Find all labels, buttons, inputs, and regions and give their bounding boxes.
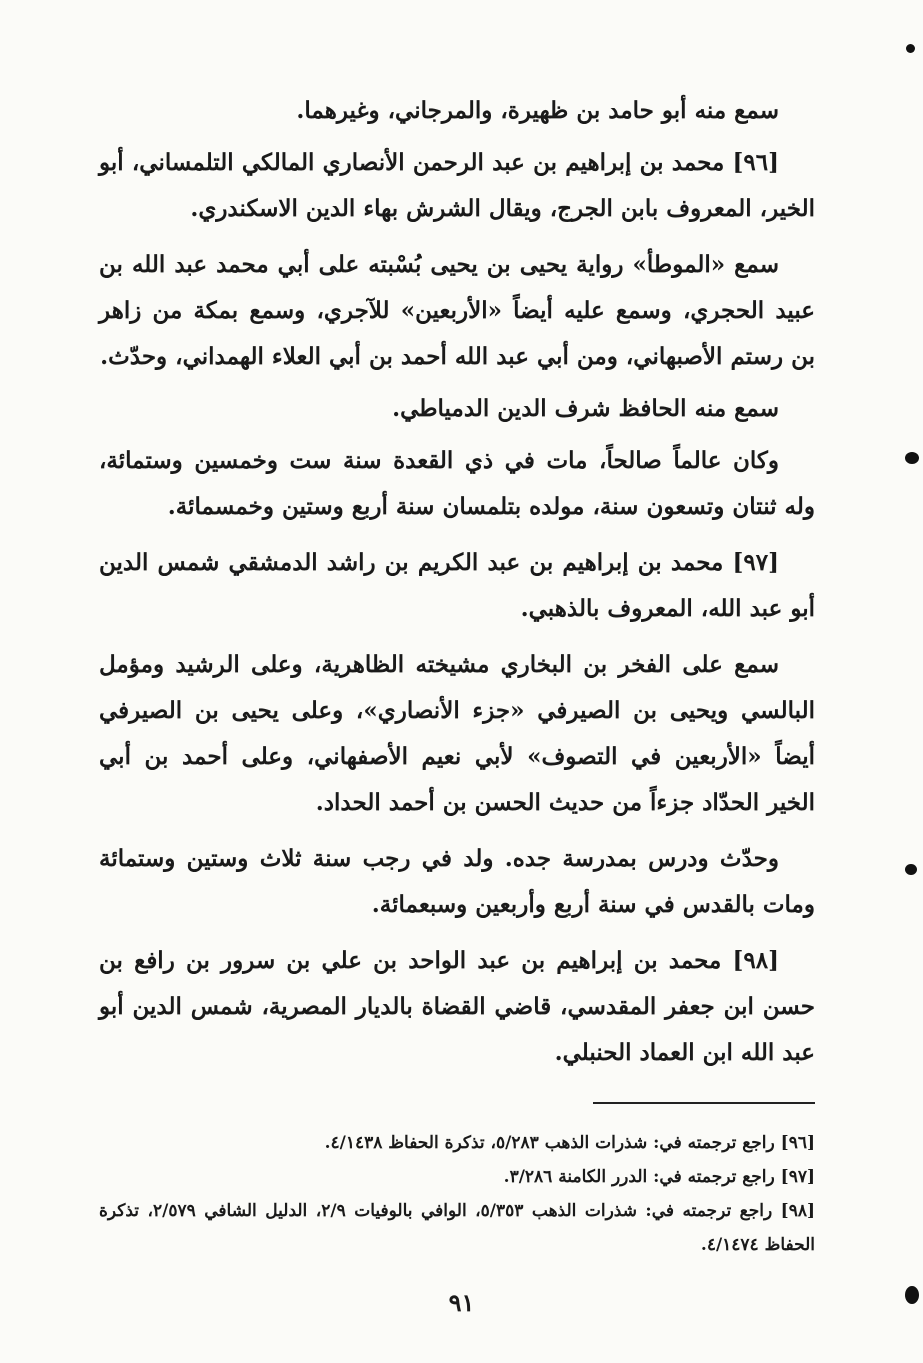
entry-96-heading: [٩٦] محمد بن إبراهيم بن عبد الرحمن الأنصاري المالكي التلمساني، أبو الخير، المعروف بابن الجرج، ويقال الشرش بهاء الدين الاسكندري. — [99, 149, 815, 222]
paragraph-3: سمع «الموطأ» رواية يحيى بن يحيى بُسْبته على أبي محمد عبد الله بن عبيد الحجري، وسمع عليه أيضاً «الأربعين» للآجري، وسمع بمكة من زاهر بن رستم الأصبهاني، ومن أبي عبد الله أحمد بن أبي العلاء الهمداني، وحدّث. — [99, 251, 815, 370]
footnotes — [99, 1126, 815, 1262]
scan-speck — [906, 44, 915, 53]
footnote-96: [٩٦] راجع ترجمته في: شذرات الذهب ٥/٢٨٣، تذكرة الحفاظ ٤/١٤٣٨. — [324, 1133, 815, 1153]
scan-speck — [905, 864, 917, 875]
entry-97-heading: [٩٧] محمد بن إبراهيم بن عبد الكريم بن راشد الدمشقي شمس الدين أبو عبد الله، المعروف بالذهبي. — [99, 549, 815, 622]
paragraph-7: سمع على الفخر بن البخاري مشيخته الظاهرية، وعلى الرشيد ومؤمل البالسي ويحيى بن الصيرفي «جزء الأنصاري»، وعلى يحيى بن الصيرفي أيضاً «الأربعين في التصوف» لأبي نعيم الأصفهاني، وعلى أحمد بن أبي الخير الحدّاد جزءاً من حديث الحسن بن أحمد الحداد. — [99, 651, 815, 816]
footnote-97: [٩٧] راجع ترجمته في: الدرر الكامنة ٣/٢٨٦. — [503, 1167, 815, 1187]
paragraph-8: وحدّث ودرس بمدرسة جده. ولد في رجب سنة ثلاث وستين وستمائة ومات بالقدس في سنة أربع وأربعين وسبعمائة. — [99, 845, 815, 918]
footnote-98: [٩٨] راجع ترجمته في: شذرات الذهب ٥/٣٥٣، الوافي بالوفيات ٢/٩، الدليل الشافي ٢/٥٧٩، تذكرة الحفاظ ٤/١٤٧٤. — [99, 1201, 815, 1255]
scan-speck — [905, 1286, 919, 1304]
main-text — [99, 88, 815, 1086]
paragraph-4: سمع منه الحافظ شرف الدين الدمياطي. — [392, 395, 779, 422]
page-number: ٩١ — [448, 1288, 475, 1317]
paragraph-1: سمع منه أبو حامد بن ظهيرة، والمرجاني، وغيرهما. — [296, 97, 779, 124]
footnote-divider — [593, 1102, 815, 1104]
entry-98-heading: [٩٨] محمد بن إبراهيم بن عبد الواحد بن علي بن سرور بن رافع بن حسن ابن جعفر المقدسي، قاضي القضاة بالديار المصرية، شمس الدين أبو عبد الله ابن العماد الحنبلي. — [99, 947, 815, 1066]
paragraph-5: وكان عالماً صالحاً، مات في ذي القعدة سنة ست وخمسين وستمائة، وله ثنتان وتسعون سنة، مولده بتلمسان سنة أربع وستين وخمسمائة. — [99, 447, 815, 520]
scan-speck — [905, 452, 919, 464]
